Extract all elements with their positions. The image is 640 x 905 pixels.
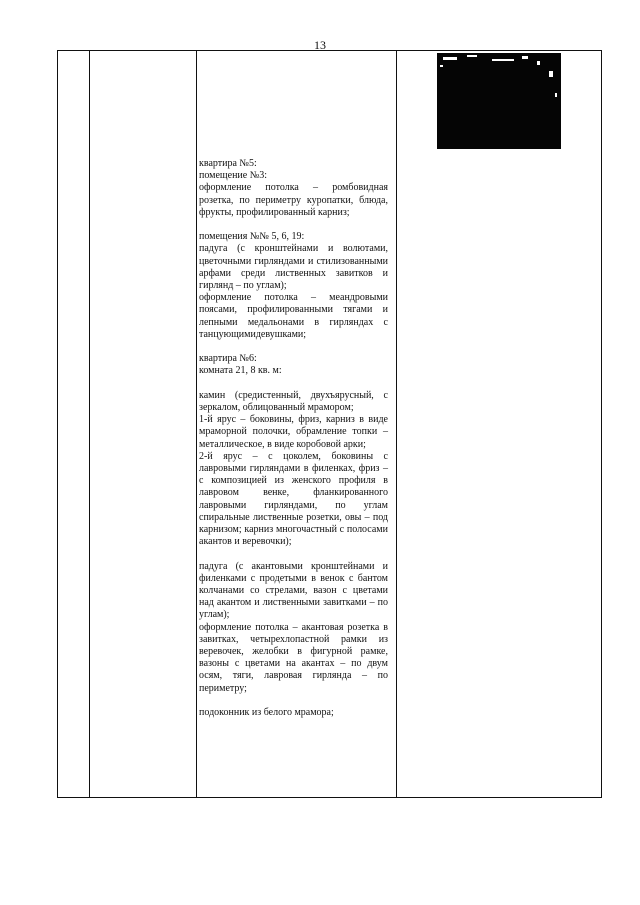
description-line: падуга (с акантовыми кронштейнами и филенками с продетыми в венок с бантом колчанами со стрелами, вазон с цветами над акантом и лиственными завитками – по углам); (199, 560, 388, 621)
description-line: подоконник из белого мрамора; (199, 707, 334, 719)
paragraph-gap (199, 378, 388, 390)
description-line: квартира №6: (199, 353, 257, 365)
paragraph-gap (199, 695, 388, 707)
description-line: камин (средистенный, двухъярусный, с зеркалом, облицованный мрамором; (199, 389, 388, 414)
description-line: 2-й ярус – с цоколем, боковины с лавровыми гирляндами в филенках, фриз – с композицией из женского профиля в лавровом венке, фланкированного лавровыми гирляндами, по углам спиральные лиственные розетки, овы – под карнизом; карниз многочастный с полосами акантов и веревочки); (199, 450, 388, 548)
column-divider-3 (396, 51, 397, 797)
description-line: 1-й ярус – боковины, фриз, карниз в виде мраморной полочки, обрамление топки – металлическое, в виде коробовой арки; (199, 414, 388, 450)
description-line: комната 21, 8 кв. м: (199, 365, 282, 377)
monument-description (199, 158, 388, 719)
description-line: падуга (с кронштейнами и волютами, цветочными гирляндами и стилизованными арфами среди лиственных завитков и гирлянд – по углам); (199, 243, 388, 292)
column-divider-2 (196, 51, 197, 797)
photo-image-icon (437, 53, 561, 149)
description-line: помещения №№ 5, 6, 19: (199, 231, 305, 243)
page-number: 13 (314, 38, 326, 52)
paragraph-gap (199, 548, 388, 560)
paragraph-gap (199, 341, 388, 353)
description-line: помещение №3: (199, 170, 268, 182)
description-line: оформление потолка – меандровыми поясами, профилированными тягами и лепными медальонами в гирляндах с танцующимидевушками; (199, 292, 388, 340)
column-divider-1 (89, 51, 90, 797)
description-line: оформление потолка – акантовая розетка в завитках, четырехлопастной рамки из веревочек, желобки в фигурной рамке, вазоны с цветами на акантах – по двум осям, тяги, лавровая гирлянда – по периметру; (199, 621, 388, 694)
description-line: квартира №5: (199, 158, 257, 169)
description-line: оформление потолка – ромбовидная розетка, по периметру куропатки, блюда, фрукты, профилированный карниз; (199, 182, 388, 218)
paragraph-gap (199, 219, 388, 231)
